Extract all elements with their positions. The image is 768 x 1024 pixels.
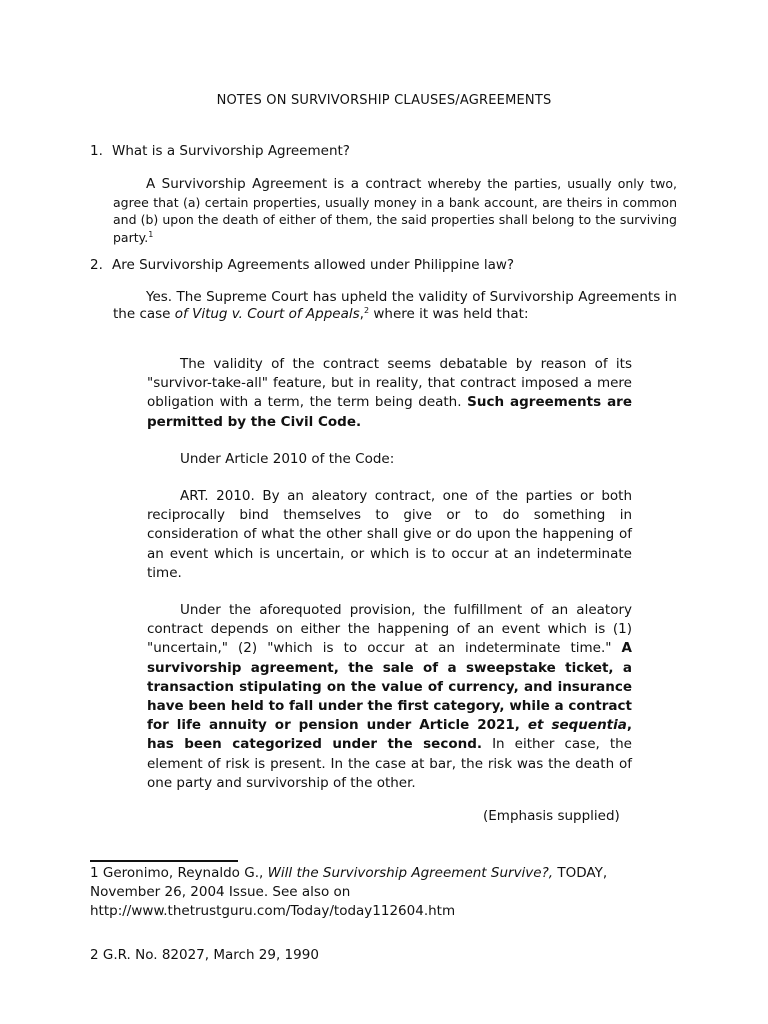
answer-1-lead: A Survivorship Agreement is a contract [146, 176, 422, 192]
quote-emphasis-2: A survivorship agreement, the sale of a sweepstake ticket, a transaction stipulating on the value of currency, and insurance have been held to fall under the first category, while a contract for life annuity or pension under Article 2021, et sequentia, has been categorized under the second. [147, 640, 633, 753]
footnote-ref-2[interactable]: 2 [363, 306, 370, 315]
emphasis-note: (Emphasis supplied) [483, 808, 620, 824]
answer-1 [113, 175, 677, 246]
quote-paragraph-3: ART. 2010. By an aleatory contract, one of the parties or both reciprocally bind themselves to give or to do something in consideration of what the other shall give or do upon the happening of an event which is uncertain, or which is to occur at an indeterminate time. [147, 488, 632, 581]
footnote-1-title: Will the Survivorship Agreement Survive?, [267, 865, 554, 881]
question-1-number: 1. [90, 143, 103, 159]
question-1-text: What is a Survivorship Agreement? [112, 143, 350, 159]
quote-paragraph-4: Under the aforequoted provision, the fulfillment of an aleatory contract depends on either the happening of an event which is (1) "uncertain," (2) "which is to occur at an indeterminate time." A survivorship agreement, the sale of a sweepstake ticket, a transaction stipulating on the value of currency, and insurance have been held to fall under the first category, while a contract for life annuity or pension under Article 2021, et sequentia, has been categorized under the second. In either case, the element of risk is present. In the case at bar, the risk was the death of one party and survivorship of the other. [147, 602, 633, 791]
footnote-2: 2 G.R. No. 82027, March 29, 1990 [90, 947, 319, 963]
case-name: of Vitug v. Court of Appeals [174, 306, 360, 322]
footnote-ref-1[interactable]: 1 [148, 229, 154, 239]
answer-2-mid: , [359, 306, 364, 322]
quote-paragraph-1: The validity of the contract seems debatable by reason of its "survivor-take-all" feature, but in reality, that contract imposed a mere obligation with a term, the term being death. Such agreements are permitted by the Civil Code. [147, 356, 632, 430]
answer-1-rest: whereby the parties, usually only two, agree that (a) certain properties, usually money in a bank account, are theirs in common and (b) upon the death of either of them, the said properties shall belong to the surviving party. [113, 176, 677, 245]
quote-paragraph-2: Under Article 2010 of the Code: [180, 451, 395, 467]
question-2 [90, 256, 514, 274]
answer-2 [113, 289, 677, 323]
document-title: NOTES ON SURVIVORSHIP CLAUSES/AGREEMENTS [216, 93, 552, 108]
question-1 [90, 142, 350, 160]
footnote-1: 1 Geronimo, Reynaldo G., Will the Survivorship Agreement Survive?, TODAY, November 26, 2004 Issue. See also on http://www.thetrustguru.com/Today/today112604.htm [90, 865, 608, 919]
answer-2-post: where it was held that: [369, 306, 529, 322]
question-2-text: Are Survivorship Agreements allowed under Philippine law? [112, 257, 515, 273]
footnote-separator [90, 860, 238, 862]
quote-emphasis-1: Such agreements are permitted by the Civil Code. [147, 394, 632, 430]
answer-2-pre: Yes. The Supreme Court has upheld the validity of Survivorship Agreements in the case [113, 289, 677, 322]
question-2-number: 2. [90, 257, 103, 273]
